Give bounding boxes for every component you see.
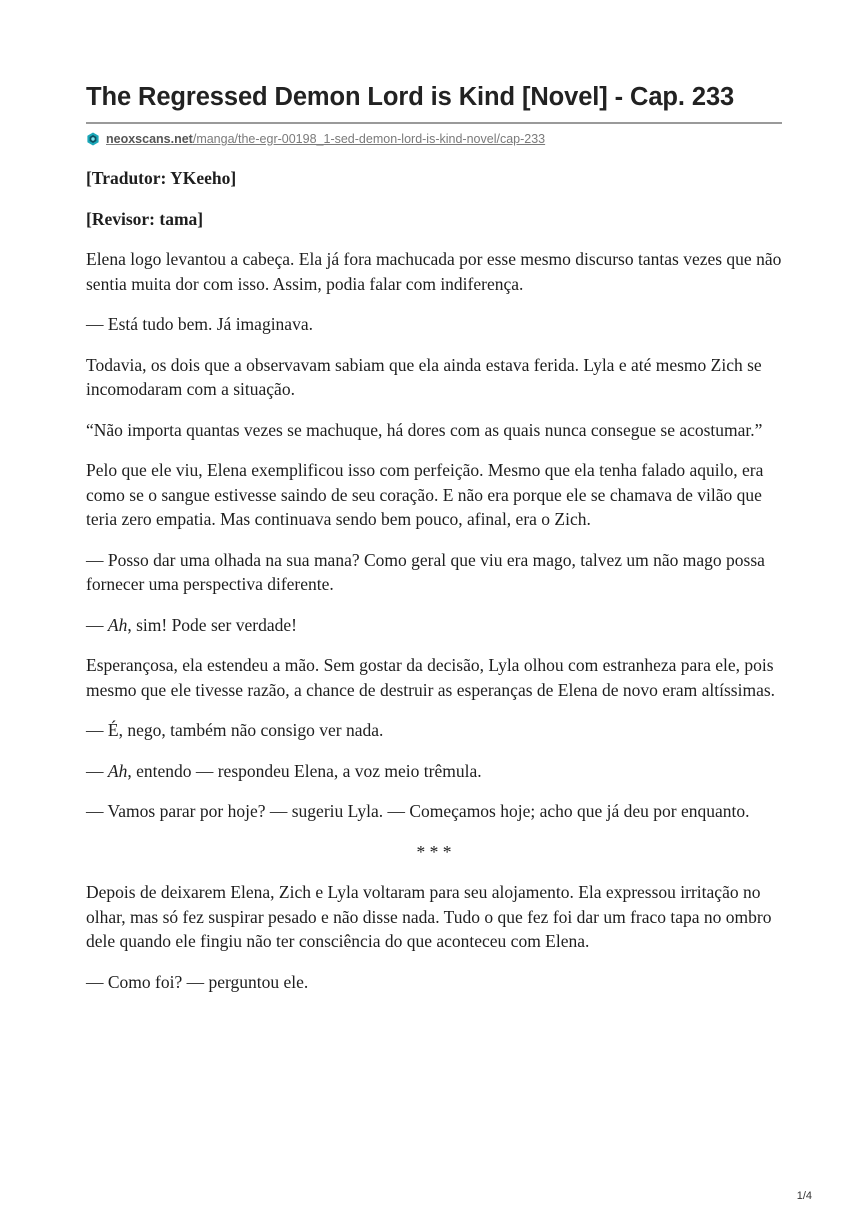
page-title: The Regressed Demon Lord is Kind [Novel] - Cap. 233 [86, 83, 735, 111]
text-segment: — Como foi? — perguntou ele. [86, 971, 309, 992]
title-divider [86, 122, 782, 124]
paragraph [86, 799, 782, 824]
text-segment: — Está tudo bem. Já imaginava. [86, 314, 313, 334]
text-segment: — [86, 760, 108, 781]
text-segment: , entendo — respondeu Elena, a voz meio trêmula. [127, 760, 482, 781]
paragraph [86, 458, 782, 532]
source-link[interactable] [106, 132, 545, 146]
scene-break: * * * [416, 841, 452, 862]
paragraph: [Revisor: tama] [86, 208, 204, 229]
text-segment: — É, nego, também não consigo ver nada. [86, 720, 384, 740]
site-favicon-icon [86, 132, 100, 146]
text-segment: Esperançosa, ela estendeu a mão. Sem gostar da decisão, Lyla olhou com estranheza para ele, pois mesmo que ele tivesse razão, a chance de destruir as esperanças de Elena de novo eram altíssimas. [86, 655, 776, 700]
document-page [86, 80, 782, 1010]
paragraph [86, 418, 782, 443]
paragraph [86, 653, 782, 702]
paragraph [86, 718, 782, 743]
paragraph [86, 880, 782, 954]
paragraph [86, 353, 782, 402]
text-segment: Todavia, os dois que a observavam sabiam que ela ainda estava ferida. Lyla e até mesmo Zich se incomodaram com a situação. [86, 354, 762, 399]
text-segment: Elena logo levantou a cabeça. Ela já fora machucada por esse mesmo discurso tantas vezes que não sentia muita dor com isso. Assim, podia falar com indiferença. [86, 249, 782, 294]
text-segment: “Não importa quantas vezes se machuque, há dores com as quais nunca consegue se acostumar.” [86, 419, 763, 440]
paragraph [86, 548, 782, 597]
italic-text: Ah [107, 760, 128, 781]
text-segment: Depois de deixarem Elena, Zich e Lyla voltaram para seu alojamento. Ela expressou irritação no olhar, mas só fez suspirar pesado e não disse nada. Tudo o que fez foi dar um fraco tapa no ombro dele quando ele fingiu não ter consciência do que aconteceu com Elena. [86, 882, 772, 951]
source-path: /manga/the-egr-00198_1-sed-demon-lord-is-kind-novel/cap-233 [192, 132, 546, 146]
page-number: 1/4 [796, 1190, 812, 1202]
text-segment: — Vamos parar por hoje? — sugeriu Lyla. — Começamos hoje; acho que já deu por enquanto. [86, 801, 750, 821]
paragraph [86, 759, 782, 784]
italic-text: Ah [107, 614, 128, 635]
chapter-body [86, 166, 782, 994]
source-line [86, 130, 782, 148]
paragraph [86, 247, 782, 296]
paragraph [86, 312, 782, 337]
paragraph: [Tradutor: YKeeho] [86, 168, 237, 188]
text-segment: — Posso dar uma olhada na sua mana? Como geral que viu era mago, talvez um não mago possa fornecer uma perspectiva diferente. [86, 549, 765, 594]
paragraph [86, 613, 782, 638]
text-segment: Pelo que ele viu, Elena exemplificou isso com perfeição. Mesmo que ela tenha falado aquilo, era como se o sangue estivesse saindo de seu coração. E não era porque ele se chamava de vilão que teria zero empatia. Mas continuava sendo bem pouco, afinal, era o Zich. [86, 460, 764, 529]
source-domain: neoxscans.net [106, 132, 193, 146]
text-segment: — [86, 614, 108, 635]
text-segment: , sim! Pode ser verdade! [127, 614, 297, 635]
paragraph [86, 970, 782, 995]
